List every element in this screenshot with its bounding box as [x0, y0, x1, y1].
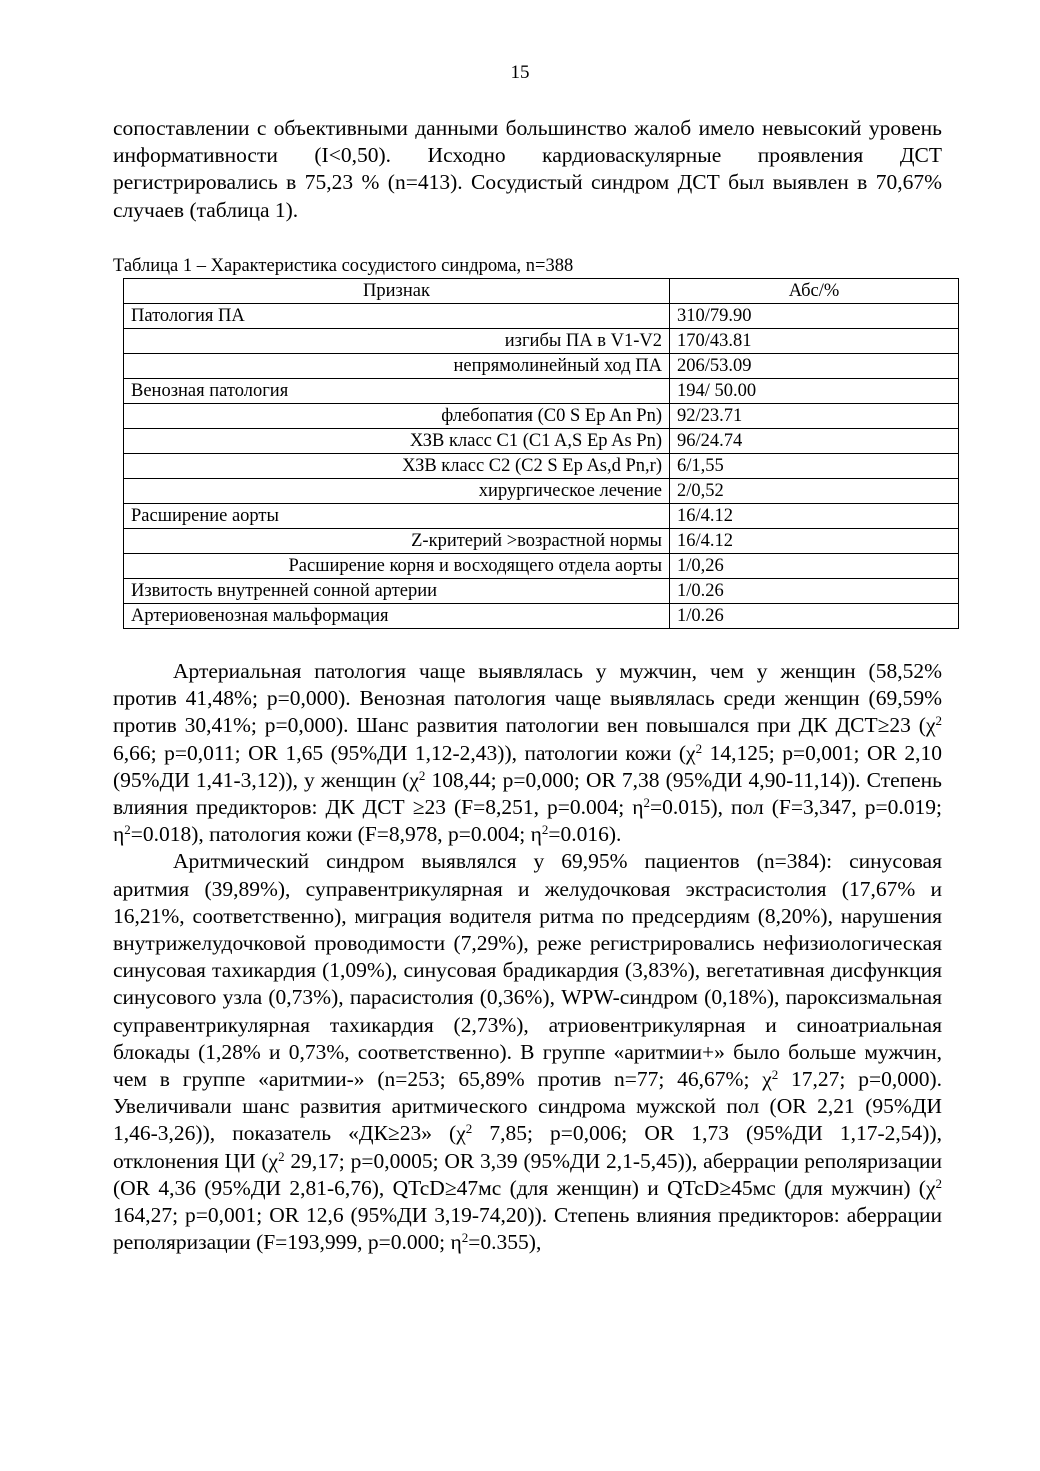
superscript: 2: [124, 822, 131, 838]
body-text: [113, 658, 942, 1256]
table-row: [124, 354, 959, 379]
table-row: [124, 554, 959, 579]
row-value: 170/43.81: [670, 329, 959, 354]
row-value: 206/53.09: [670, 354, 959, 379]
row-value: 1/0,26: [670, 554, 959, 579]
row-label: Z-критерий >возрастной нормы: [124, 529, 670, 554]
text-run: Артериальная патология чаще выявлялась у мужчин, чем у женщин (58,52% против 41,48%; p=0,000). Венозная патология чаще выявлялась среди женщин (69,59% против 30,41%; p=0,000). Шанс развития патологии вен повышался при ДК ДСТ≥23 (χ: [113, 659, 942, 738]
row-value: 2/0,52: [670, 479, 959, 504]
text-run: =0.355),: [468, 1230, 542, 1255]
row-label: изгибы ПА в V1-V2: [124, 329, 670, 354]
table-row: [124, 329, 959, 354]
row-label: Патология ПА: [124, 304, 670, 329]
row-label: Артериовенозная мальформация: [124, 604, 670, 629]
text-run: 14,125; p=0,001; OR 2,10 (95%ДИ 1,41-3,12)), у женщин (χ: [113, 740, 942, 792]
table-row: [124, 604, 959, 629]
table-row: [124, 404, 959, 429]
text-run: =0.016).: [548, 822, 622, 847]
superscript: 2: [461, 1230, 469, 1246]
text-run: 108,44; p=0,000; OR 7,38 (95%ДИ 4,90-11,14)). Степень влияния предикторов: ДК ДСТ ≥23 (F=8,251, p=0.004; η: [113, 767, 942, 820]
superscript: 2: [278, 1148, 285, 1164]
text-run: 7,85; p=0,006; OR 1,73 (95%ДИ 1,17-2,54)), отклонения ЦИ (χ: [113, 1121, 942, 1173]
superscript: 2: [935, 713, 942, 729]
paragraph-intro-text: сопоставлении с объективными данными большинство жалоб имело невысокий уровень информативности (I<0,50). Исходно кардиоваскулярные проявления ДСТ регистрировались в 75,23 % (n=413). Сосудистый синдром ДСТ был выявлен в 70,67% случаев (таблица 1).: [113, 116, 942, 222]
superscript: 2: [771, 1067, 779, 1083]
row-value: 194/ 50.00: [670, 379, 959, 404]
paragraph-intro: [113, 115, 942, 224]
page-number: 15: [510, 62, 530, 83]
table-row: [124, 579, 959, 604]
row-label: непрямолинейный ход ПА: [124, 354, 670, 379]
table-row: [124, 379, 959, 404]
table-row: [124, 529, 959, 554]
vascular-syndrome-table: [123, 278, 959, 629]
table-row: [124, 429, 959, 454]
row-value: 1/0.26: [670, 579, 959, 604]
table-row: [124, 454, 959, 479]
header-abs-percent: Абс/%: [670, 279, 959, 304]
row-label: хирургическое лечение: [124, 479, 670, 504]
table-header-row: [124, 279, 959, 304]
row-value: 16/4.12: [670, 504, 959, 529]
text-run: Аритмический синдром выявлялся у 69,95% пациентов (n=384): синусовая аритмия (39,89%), суправентрикулярная и желудочковая экстрасистолия (17,67% и 16,21%, соответственно), миграция водителя ритма по предсердиям (8,20%), нарушения внутрижелудочковой проводимости (7,29%), реже регистрировались нефизиологическая синусовая тахикардия (1,09%), синусовая брадикардия (3,83%), вегетативная дисфункция синусового узла (0,73%), парасистолия (0,36%), WPW-синдром (0,18%), пароксизмальная суправентрикулярная тахикардия (2,73%), атриовентрикулярная и синоатриальная блокады (1,28% и 0,73%, соответственно). В группе «аритмии+» было больше мужчин, чем в группе «аритмии-» (n=253; 65,89% против n=77; 46,67%; χ: [113, 849, 942, 1092]
text-run: =0.018), патология кожи (F=8,978, p=0.004; η: [130, 822, 542, 847]
superscript: 2: [465, 1121, 473, 1137]
superscript: 2: [695, 740, 703, 756]
table-row: [124, 479, 959, 504]
row-value: 16/4.12: [670, 529, 959, 554]
table-row: [124, 504, 959, 529]
row-value: 96/24.74: [670, 429, 959, 454]
text-run: 164,27; p=0,001; OR 12,6 (95%ДИ 3,19-74,20)). Степень влияния предикторов: аберрации реполяризации (F=193,999, p=0.000; η: [113, 1203, 942, 1255]
text-run: =0.015), пол (F=3,347, p=0.019; η: [113, 795, 942, 847]
table-row: [124, 304, 959, 329]
superscript: 2: [418, 767, 426, 783]
row-value: 310/79.90: [670, 304, 959, 329]
row-label: Расширение аорты: [124, 504, 670, 529]
text-run: 6,66; p=0,011; OR 1,65 (95%ДИ 1,12-2,43)), патологии кожи (χ: [113, 740, 696, 765]
row-value: 92/23.71: [670, 404, 959, 429]
paragraph-arrhythmic-syndrome: [113, 848, 942, 1256]
row-label: ХЗВ класс С2 (C2 S Ep As,d Pn,r): [124, 454, 670, 479]
text-run: 17,27; p=0,000). Увеличивали шанс развития аритмического синдрома мужской пол (OR 2,21 (95%ДИ 1,46-3,26)), показатель «ДК≥23» (χ: [113, 1067, 942, 1146]
table-caption: Таблица 1 – Характеристика сосудистого синдрома, n=388: [113, 256, 574, 276]
row-label: Извитость внутренней сонной артерии: [124, 579, 670, 604]
row-value: 1/0.26: [670, 604, 959, 629]
row-label: флебопатия (C0 S Ep An Pn): [124, 404, 670, 429]
row-label: ХЗВ класс С1 (C1 A,S Ep As Pn): [124, 429, 670, 454]
header-feature: Признак: [124, 279, 670, 304]
paragraph-vascular-findings: [113, 658, 942, 848]
superscript: 2: [935, 1175, 942, 1191]
row-label: Венозная патология: [124, 379, 670, 404]
text-run: 29,17; p=0,0005; OR 3,39 (95%ДИ 2,1-5,45)), аберрации реполяризации (OR 4,36 (95%ДИ 2,81-6,76), QTcD≥47мс (для женщин) и QTcD≥45мс (для мужчин) (χ: [113, 1148, 942, 1200]
row-label: Расширение корня и восходящего отдела аорты: [124, 554, 670, 579]
superscript: 2: [541, 822, 549, 838]
superscript: 2: [643, 795, 650, 811]
row-value: 6/1,55: [670, 454, 959, 479]
